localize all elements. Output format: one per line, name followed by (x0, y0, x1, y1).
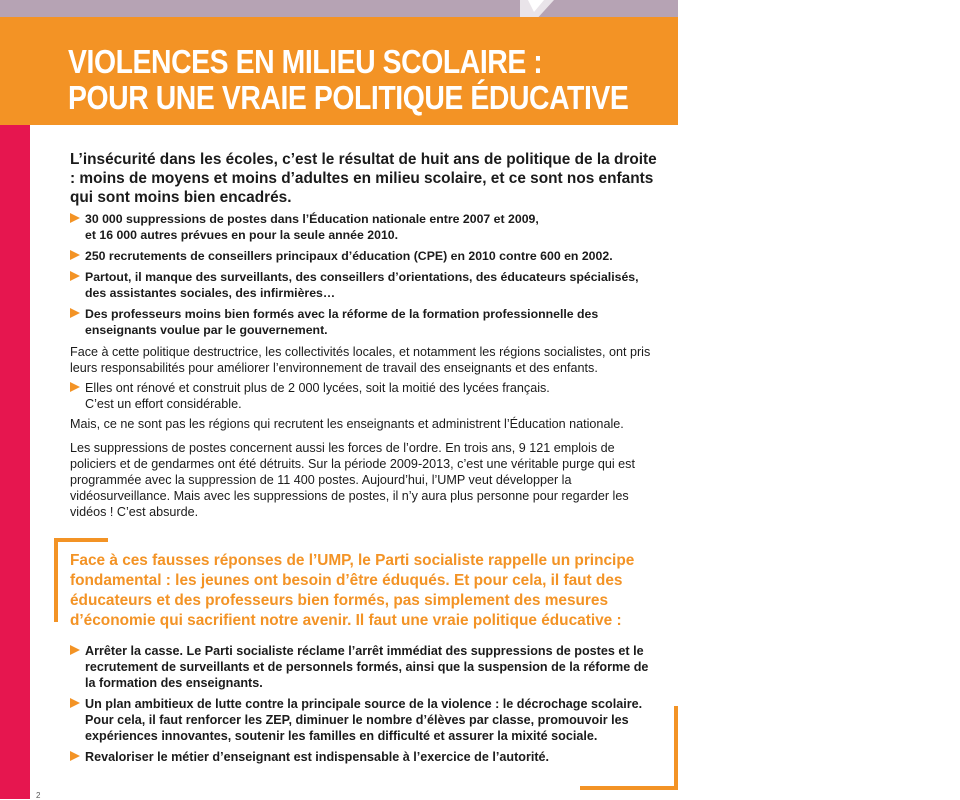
callout-text: Face à ces fausses réponses de l’UMP, le Parti socialiste rappelle un principe fondamental : les jeunes ont besoin d’être éduqués. Et pour cela, il faut des éducateurs et des professeurs bien formés, pas simplement des mesures d’économie qui sacrifient notre avenir. Il faut une vraie politique éducative : (70, 552, 635, 629)
page-title-line-1: VIOLENCES EN MILIEU SCOLAIRE : (68, 43, 543, 80)
list-item (70, 643, 660, 691)
bullet-line: 250 recrutements de conseillers principaux d’éducation (CPE) en 2010 contre 600 en 2002. (85, 249, 613, 263)
bullet-line: 30 000 suppressions de postes dans l’Éducation nationale entre 2007 et 2009, (85, 212, 539, 226)
arrow-bullet-icon (70, 382, 80, 392)
list-item (70, 749, 660, 765)
intro-bullet-list (70, 211, 660, 343)
top-decorative-band (0, 0, 678, 17)
bullet-line: C’est un effort considérable. (85, 397, 242, 411)
arrow-bullet-icon (70, 213, 80, 223)
page-title-line-2: POUR UNE VRAIE POLITIQUE ÉDUCATIVE (68, 79, 629, 116)
page-number: 2 (36, 791, 41, 800)
arrow-bullet-icon (70, 250, 80, 260)
list-item (70, 380, 660, 412)
list-item (70, 306, 660, 338)
regions-bullet-list (70, 380, 660, 417)
page-title (68, 44, 628, 116)
proposals-list (70, 643, 660, 770)
bullet-line: Des professeurs moins bien formés avec la réforme de la formation professionnelle des (85, 307, 599, 321)
arrow-bullet-icon (70, 271, 80, 281)
arrow-bullet-icon (70, 308, 80, 318)
pink-side-bar (0, 125, 30, 799)
list-item (70, 211, 660, 243)
proposal-text: Revaloriser le métier d’enseignant est indispensable à l’exercice de l’autorité. (85, 750, 550, 764)
bullet-line: et 16 000 autres prévues en pour la seule année 2010. (85, 228, 399, 242)
arrow-bullet-icon (70, 698, 80, 708)
bullet-line: Partout, il manque des surveillants, des conseillers d’orientations, des éducateurs spécialisés, (85, 270, 639, 284)
list-item (70, 248, 660, 264)
bullet-line: des assistantes sociales, des infirmières… (85, 286, 336, 300)
callout-bracket-bottom-right (580, 706, 678, 790)
list-item (70, 269, 660, 301)
arrow-bullet-icon (70, 751, 80, 761)
bullet-line: Elles ont rénové et construit plus de 2 000 lycées, soit la moitié des lycées français. (85, 381, 550, 395)
list-item (70, 696, 660, 744)
arrow-bullet-icon (70, 645, 80, 655)
proposal-text: Arrêter la casse. Le Parti socialiste réclame l’arrêt immédiat des suppressions de postes et le recrutement de surveillants et de personnels formés, ainsi que la suspension de la réforme de la formation des enseignants. (85, 644, 649, 690)
intro-lead: L’insécurité dans les écoles, c’est le résultat de huit ans de politique de la droite : moins de moyens et moins d’adultes en milieu scolaire, et ce sont nos enfants qui sont moins bien encadrés. (70, 151, 657, 206)
paragraph-regions: Face à cette politique destructrice, les collectivités locales, et notamment les régions socialistes, ont pris leurs responsabilités pour améliorer l’environnement de travail des enseignants et des enfants. (70, 345, 651, 375)
paragraph-police: Les suppressions de postes concernent aussi les forces de l’ordre. En trois ans, 9 121 emplois de policiers et de gendarmes ont été détruits. Sur la période 2009-2013, c’est une véritable purge qui est programmée avec la suppression de 11 400 postes. Aujourd’hui, l’UMP veut développer la vidéosurveillance. Mais avec les suppressions de postes, il n’y aura plus personne pour regarder les vidéos ! C’est absurde. (70, 441, 635, 519)
paragraph-education: Mais, ce ne sont pas les régions qui recrutent les enseignants et administrent l’Éducation nationale. (70, 417, 624, 431)
bullet-line: enseignants voulue par le gouvernement. (85, 323, 328, 337)
proposal-text: Un plan ambitieux de lutte contre la principale source de la violence : le décrochage scolaire. Pour cela, il faut renforcer les ZEP, diminuer le nombre d’élèves par classe, promouvoir les expériences innovantes, soutenir les familles en difficulté et assurer la mixité sociale. (85, 697, 643, 743)
